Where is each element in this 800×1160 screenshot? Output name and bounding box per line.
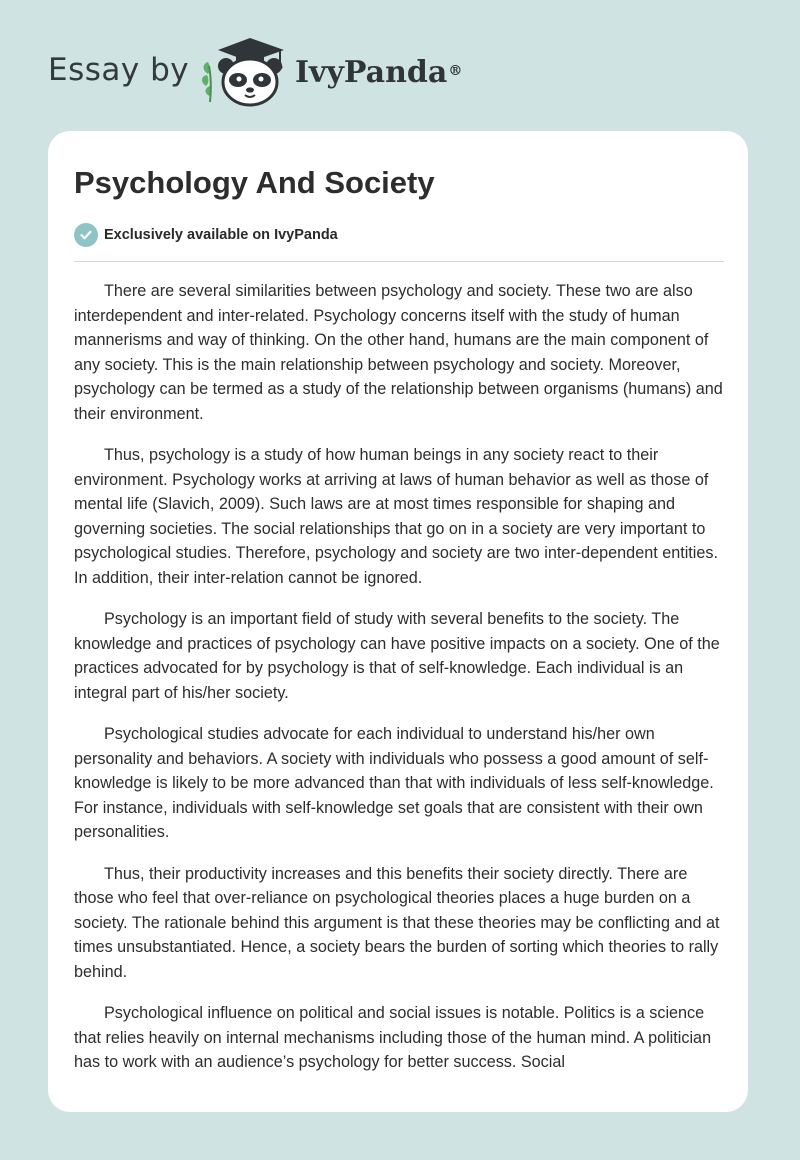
check-circle-icon (74, 223, 98, 247)
essay-paragraph: Psychological studies advocate for each individual to understand his/her own personality and behaviors. A society with individuals who possess a good amount of self-knowledge is likely to be more advanced than that with individuals of less self-knowledge. For instance, individuals with self-knowledge set goals that are consistent with their own personalities. (74, 725, 714, 841)
essay-card (48, 131, 748, 1112)
registered-mark: ® (448, 63, 463, 79)
title-divider (74, 261, 724, 262)
site-header (0, 0, 800, 130)
essay-paragraph: Psychological influence on political and social issues is notable. Politics is a science that relies heavily on internal mechanisms including those of the human mind. A politician has to work with an audience’s psychology for better success. Social (74, 1004, 712, 1071)
essay-body (74, 279, 726, 1092)
exclusive-badge-label: Exclusively available on IvyPanda (104, 227, 338, 243)
page-title: Psychology And Society (74, 165, 435, 200)
essay-by-label: Essay by (48, 52, 190, 88)
brand-text: IvyPanda (295, 55, 448, 90)
essay-paragraph: Thus, psychology is a study of how human beings in any society react to their environment. Psychology works at arriving at laws of human behavior as well as those of mental life (Slavich, 2009). Such laws are at most times responsible for shaping and governing societies. The social relationships that go on in a society are very important to psychological studies. Therefore, psychology and society are two inter-dependent entities. In addition, their inter-relation cannot be ignored. (74, 446, 718, 587)
exclusive-badge (74, 223, 338, 247)
essay-paragraph: There are several similarities between psychology and society. These two are also interdependent and inter-related. Psychology concerns itself with the study of human mannerisms and way of thinking. On the other hand, humans are the main component of any society. This is the main relationship between psychology and society. Moreover, psychology can be termed as a study of the relationship between organisms (humans) and their environment. (74, 282, 723, 423)
brand-name (295, 55, 462, 91)
essay-paragraph: Psychology is an important field of study with several benefits to the society. The knowledge and practices of psychology can have positive impacts on a society. One of the practices advocated for by psychology is that of self-knowledge. Each individual is an integral part of his/her society. (74, 610, 720, 702)
essay-paragraph: Thus, their productivity increases and this benefits their society directly. There are those who feel that over-reliance on psychological theories places a huge burden on a society. The rationale behind this argument is that these theories may be conflicting and at times unsubstantiated. Hence, a society bears the burden of sorting which theories to rally behind. (74, 864, 720, 981)
panda-graduate-icon (200, 36, 292, 108)
